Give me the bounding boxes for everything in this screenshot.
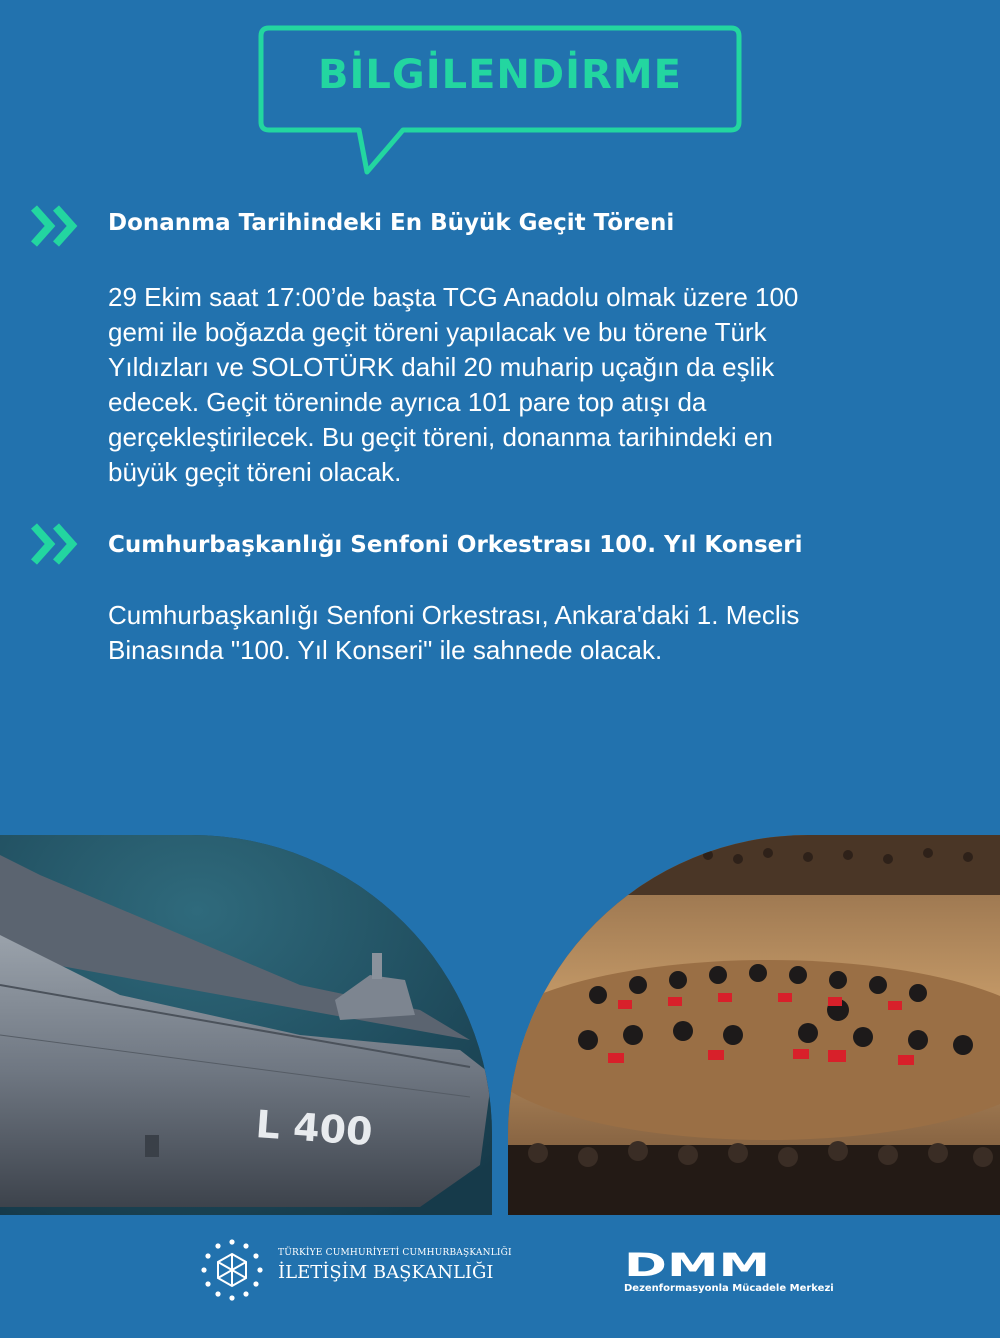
concert-illustration (508, 835, 1000, 1215)
text-line: gerçekleştirilecek. Bu geçit töreni, donanma tarihindeki en (108, 422, 773, 452)
dmm-subtitle: Dezenformasyonla Mücadele Merkezi (624, 1283, 834, 1294)
text-line: gemi ile boğazda geçit töreni yapılacak ve bu törene Türk (108, 317, 767, 347)
double-chevron-icon (30, 522, 82, 566)
text-line: Binasında "100. Yıl Konseri" ile sahnede olacak. (108, 635, 663, 665)
section-heading-concert: Cumhurbaşkanlığı Senfoni Orkestrası 100. Yıl Konseri (108, 532, 803, 558)
text-line: edecek. Geçit töreninde ayrıca 101 pare top atışı da (108, 387, 707, 417)
text-line: büyük geçit töreni olacak. (108, 457, 402, 487)
iletisim-subtitle: TÜRKİYE CUMHURİYETİ CUMHURBAŞKANLIĞI (278, 1248, 512, 1258)
ship-photo (0, 835, 492, 1215)
ship-illustration (0, 835, 492, 1215)
section-text-parade (108, 280, 968, 490)
text-line: 29 Ekim saat 17:00’de başta TCG Anadolu olmak üzere 100 (108, 282, 799, 312)
dmm-logo-text: DMM (624, 1250, 770, 1278)
text-line: Yıldızları ve SOLOTÜRK dahil 20 muharip uçağın da eşlik (108, 352, 775, 382)
concert-photo (508, 835, 1000, 1215)
iletisim-emblem-icon (200, 1238, 264, 1302)
text-line: Cumhurbaşkanlığı Senfoni Orkestrası, Ankara'daki 1. Meclis (108, 600, 800, 630)
hull-number: L 400 (254, 1102, 374, 1155)
double-chevron-icon (30, 204, 82, 248)
section-text-concert (108, 598, 968, 668)
dmm-logo (624, 1250, 772, 1278)
speech-bubble-frame (255, 22, 745, 180)
page-title: BİLGİLENDİRME (318, 52, 682, 98)
iletisim-title: İLETİŞİM BAŞKANLIĞI (278, 1262, 494, 1283)
section-heading-parade: Donanma Tarihindeki En Büyük Geçit Töreni (108, 210, 675, 236)
